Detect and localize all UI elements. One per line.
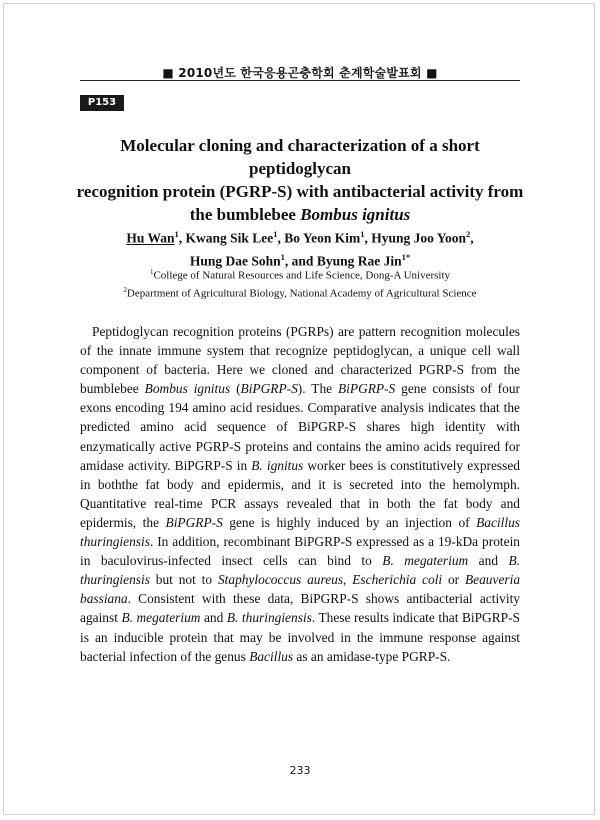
abstract-text-run: ). The <box>297 381 338 397</box>
abstract-italic-term: B. thuringiensis <box>80 553 521 588</box>
affiliation-2 <box>80 283 520 301</box>
author-name: Bo Yeon Kim <box>284 230 361 246</box>
author-affil-mark: 2 <box>466 229 471 239</box>
author-name: Kwang Sik Lee <box>185 230 274 246</box>
author-name-corresponding: Byung Rae Jin <box>316 253 402 268</box>
abstract-text-run: ( <box>230 381 241 397</box>
author-line-1 <box>80 225 520 248</box>
affiliations <box>80 265 520 300</box>
title-line-3-text: the bumblebee <box>189 205 301 224</box>
author-sep: , and <box>284 253 317 268</box>
abstract-text-run: . These results indicate that BiPGRP-S is an inducible protein that may be involved in the immune response against bacterial infection of the genus <box>80 610 521 664</box>
abstract-italic-term: B. megaterium <box>382 553 469 569</box>
title-species: Bombus ignitus <box>300 205 411 224</box>
author-name: Hyung Joo Yoon <box>371 230 467 246</box>
abstract-text-run: . Consistent with these data, BiPGRP-S shows antibacterial activity against <box>80 591 520 626</box>
author-affil-mark: 1* <box>401 251 411 262</box>
affiliation-mark: 1 <box>149 268 154 276</box>
author-affil-mark: 1 <box>280 251 285 262</box>
author-name: Hung Dae Sohn <box>189 253 281 268</box>
abstract-italic-term: BiPGRP-S <box>165 514 223 530</box>
abstract-italic-term: BiPGRP-S <box>240 381 298 397</box>
abstract-text-run: worker bees is constitutively expressed in boththe fat body and epidermis, and it is secreted into the hemolymph. Quantitative real-time PCR assays revealed that in both the fat body and epidermis, the <box>80 457 520 530</box>
abstract-text-run: Peptidoglycan recognition proteins (PGRPs) are pattern recognition molecules of the innate immune system that recognize peptidoglycan, a unique cell wall component of bacteria. Here we cloned and characterized PGRP-S from the bumblebee <box>80 324 520 397</box>
author-affil-mark: 1 <box>174 229 179 239</box>
affiliation-text: Department of Agricultural Biology, National Academy of Agricultural Science <box>126 287 477 300</box>
abstract-text-run: , <box>343 572 353 588</box>
title-line-3 <box>70 203 530 226</box>
affiliation-mark: 2 <box>123 285 127 294</box>
title-line-1: Molecular cloning and characterization of a short peptidoglycan <box>120 136 480 178</box>
abstract-text-run: as an amidase-type PGRP-S. <box>293 648 451 664</box>
abstract-italic-term: BiPGRP-S <box>337 381 396 397</box>
abstract-italic-term: Beauveria bassiana <box>80 572 521 607</box>
abstract-text-run: and <box>468 553 509 569</box>
abstract-text-run: gene is highly induced by an injection of <box>222 514 477 530</box>
author-name-presenting: Hu Wan <box>126 230 175 246</box>
author-affil-mark: 1 <box>273 229 278 239</box>
abstract-italic-term: Bacillus thuringiensis <box>80 514 520 550</box>
header-rule <box>80 80 520 81</box>
abstract-italic-term: Staphylococcus aureus <box>217 572 344 588</box>
author-sep: , <box>277 230 285 246</box>
abstract-text-run: and <box>200 610 227 626</box>
abstract-italic-term: Bacillus <box>249 648 294 664</box>
author-list <box>80 225 520 270</box>
author-affil-mark: 1 <box>360 229 365 239</box>
abstract-italic-term: B. thuringiensis <box>226 610 312 626</box>
abstract-text-run: or <box>442 572 465 588</box>
abstract-text-run: gene consists of four exons encoding 194 amino acid residues. Comparative analysis indicates that the predicted amino acid sequence of BiPGRP-S shares high identity with enzymatically active PGRP-S proteins and contains the amino acids required for amidase activity. BiPGRP-S in <box>80 381 520 473</box>
conference-header: ■ 2010년도 한국응용곤충학회 춘계학술발표회 ■ <box>162 66 438 80</box>
page-number: 233 <box>289 764 311 777</box>
abstract-italic-term: Bombus ignitus <box>144 381 231 397</box>
affiliation-1 <box>80 265 520 283</box>
abstract-italic-term: B. megaterium <box>121 610 201 626</box>
poster-id-badge: P153 <box>80 95 124 111</box>
title-line-2: recognition protein (PGRP-S) with antibacterial activity from <box>76 182 524 201</box>
author-sep: , <box>364 230 372 246</box>
author-sep: , <box>178 230 186 246</box>
author-sep: , <box>470 230 474 246</box>
affiliation-text: College of Natural Resources and Life Science, Dong-A University <box>153 269 451 282</box>
abstract-text-run: . In addition, recombinant BiPGRP-S expressed as a 19-kDa protein in baculovirus-infected insect cells can bind to <box>80 534 520 569</box>
paper-title <box>70 134 530 226</box>
abstract-text-run: but not to <box>149 572 218 588</box>
abstract-body <box>80 322 520 666</box>
abstract-italic-term: Escherichia coli <box>352 572 443 588</box>
abstract-italic-term: B. ignitus <box>251 457 304 473</box>
